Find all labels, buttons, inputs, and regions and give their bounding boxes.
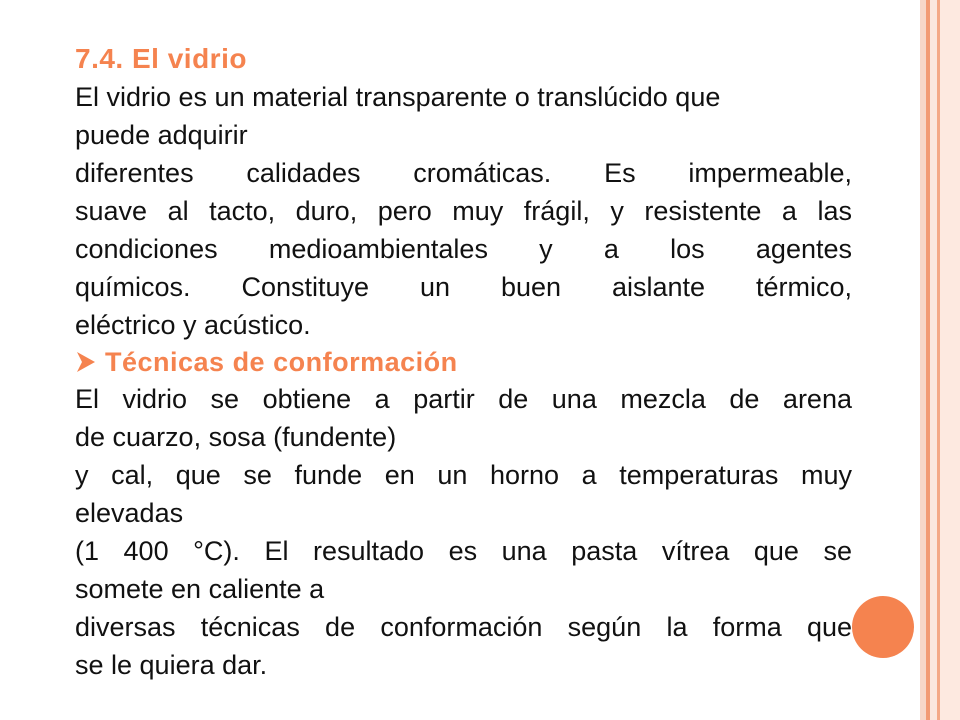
section-heading: 7.4. El vidrio	[75, 43, 247, 74]
text-line: de cuarzo, sosa (fundente)	[75, 422, 397, 452]
decorative-band	[940, 0, 960, 720]
body-paragraph	[75, 154, 852, 344]
subsection-heading	[75, 344, 852, 380]
text-line: puede adquirir	[75, 120, 248, 150]
intro-paragraph	[75, 78, 852, 154]
text-line: somete en caliente a	[75, 574, 325, 604]
text-line: eléctrico y acústico.	[75, 310, 311, 340]
text-line: (1 400 °C). El resultado es una pasta vítrea que se	[75, 536, 852, 566]
text-line: se le quiera dar.	[75, 650, 268, 680]
text-line: y cal, que se funde en un horno a temperaturas muy	[75, 460, 852, 490]
subsection-title: Técnicas de conformación	[105, 347, 458, 377]
text-line: diversas técnicas de conformación según la forma que	[75, 612, 852, 642]
text-line: elevadas	[75, 498, 184, 528]
text-line: El vidrio se obtiene a partir de una mezcla de arena	[75, 384, 852, 414]
decorative-circle	[852, 596, 914, 658]
text-line: químicos. Constituye un buen aislante térmico,	[75, 272, 852, 302]
text-line: diferentes calidades cromáticas. Es impermeable,	[75, 158, 852, 188]
technique-paragraph	[75, 380, 852, 684]
slide-content	[75, 42, 852, 684]
decorative-band	[930, 0, 937, 720]
text-line: El vidrio es un material transparente o translúcido que	[75, 82, 721, 112]
text-line: suave al tacto, duro, pero muy frágil, y resistente a las	[75, 196, 852, 226]
arrow-bullet-icon	[75, 351, 97, 373]
text-line: condiciones medioambientales y a los agentes	[75, 234, 852, 264]
